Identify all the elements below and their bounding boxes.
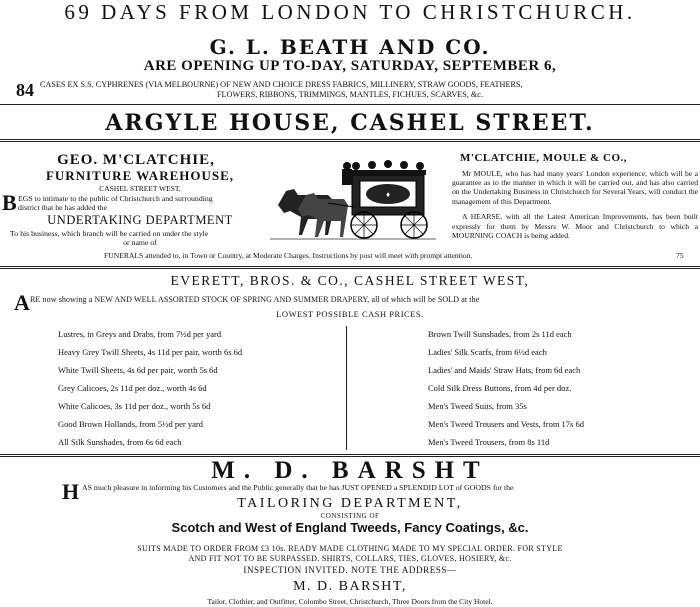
divider	[0, 139, 700, 142]
mclatchie-carried-line2: or name of	[123, 238, 157, 247]
mclatchie-carried-line1: To his business, which branch will be carried on under the style	[10, 229, 209, 238]
mclatchie-intro-line1: EGS to intimate to the public of Christchurch and surrounding	[18, 194, 213, 203]
list-item: Good Brown Hollands, from 5½d per yard	[58, 419, 203, 429]
list-item: Ladies' Silk Scarfs, from 6½d each	[428, 347, 547, 357]
beath-case-count: 84	[16, 80, 34, 100]
undertaking-department: UNDERTAKING DEPARTMENT	[47, 213, 233, 227]
mclatchie-moule-firm: M'CLATCHIE, MOULE & CO.,	[460, 152, 628, 164]
list-item: Men's Tweed Trousers and Vests, from 17s 6d	[428, 419, 584, 429]
barsht-name: M. D. BARSHT	[211, 457, 489, 484]
barsht-inspection: INSPECTION INVITED. NOTE THE ADDRESS—	[243, 565, 457, 575]
barsht-suits-line2: AND FIT NOT TO BE SURPASSED. SHIRTS, COLLARS, TIES, GLOVES, HOSIERY, &c.	[188, 554, 512, 563]
argyle-house-title: ARGYLE HOUSE, CASHEL STREET.	[105, 110, 595, 136]
list-item: Cold Silk Dress Buttons, from 4d per doz.	[428, 383, 572, 393]
hearse-description: A HEARSE, with all the Latest American Improvements, has been built expressly for them by Messrs W. Moor and Christchurch to which a MOURNING COACH is being added.	[452, 212, 698, 240]
list-item: Men's Tweed Suits, from 35s	[428, 401, 527, 411]
barsht-consisting: CONSISTING OF	[320, 512, 380, 520]
mclatchie-dropcap: B	[2, 190, 17, 215]
list-item: Lustres, in Greys and Drabs, from 7½d per yard	[58, 329, 222, 339]
beath-name: G. L. BEATH AND CO.	[209, 35, 491, 59]
mclatchie-address: CASHEL STREET WEST,	[99, 184, 181, 193]
list-item: White Twill Sheets, 4s 6d per pair, worth 5s 6d	[58, 365, 218, 375]
everett-intro: RE now showing a NEW AND WELL ASSORTED STOCK OF SPRING AND SUMMER DRAPERY, all of which will be SOLD at the	[30, 295, 480, 304]
barsht-suits-line1: SUITS MADE TO ORDER FROM £3 10s. READY MADE CLOTHING MADE TO MY SPECIAL ORDER. FOR STYLE	[137, 544, 563, 553]
list-item: White Calicoes, 3s 11d per doz., worth 5s 6d	[58, 401, 211, 411]
ad-number: 75	[676, 251, 684, 260]
column-divider	[346, 326, 347, 450]
list-item: All Silk Sunshades, from 6s 6d each	[58, 437, 182, 447]
barsht-intro: AS much pleasure in informing his Customers and the Public generally that he has JUST OPENED a SPLENDID LOT of GOODS for the	[82, 483, 514, 492]
divider	[0, 266, 700, 269]
mclatchie-name: GEO. M'CLATCHIE,	[57, 152, 215, 168]
svg-text:♦: ♦	[385, 190, 391, 199]
list-item: Ladies' and Maids' Straw Hats, from 6d each	[428, 365, 581, 375]
everett-dropcap: A	[14, 290, 30, 315]
list-item: Brown Twill Sunshades, from 2s 11d each	[428, 329, 572, 339]
mclatchie-business: FURNITURE WAREHOUSE,	[45, 168, 235, 183]
barsht-goods: Scotch and West of England Tweeds, Fancy Coatings, &c.	[171, 520, 529, 535]
list-item: Men's Tweed Trousers, from 8s 11d	[428, 437, 550, 447]
page-title: 69 DAYS FROM LONDON TO CHRISTCHURCH.	[64, 0, 636, 24]
beath-goods-line1: CASES EX S.S. CYPHRENES (VIA MELBOURNE) OF NEW AND CHOICE DRESS FABRICS, MILLINERY, STRAW GOODS, FEATHERS,	[40, 80, 523, 89]
mclatchie-intro-line2: district that he has added the	[18, 203, 107, 212]
divider	[0, 104, 700, 105]
everett-name: EVERETT, BROS. & CO., CASHEL STREET WEST,	[170, 273, 530, 288]
list-item: Heavy Grey Twill Sheets, 4s 11d per pair, worth 6s 6d	[58, 347, 243, 357]
barsht-name-address: M. D. BARSHT,	[293, 579, 407, 594]
everett-prices: LOWEST POSSIBLE CASH PRICES.	[276, 309, 424, 319]
barsht-dropcap: H	[62, 479, 80, 504]
moule-description: Mr MOULE, who has had many years' London experience, which will be a guarantee as to the manner in which it will be carried out, and has also carried on the Undertaking Business in Christchurch for Several Years, will conduct the management of this Department.	[452, 169, 698, 206]
barsht-footer: Tailor, Clothier, and Outfitter, Colombo Street, Christchurch, Three Doors from the City Hotel.	[207, 597, 493, 606]
tailoring-department: TAILORING DEPARTMENT,	[237, 496, 463, 511]
hearse-illustration	[268, 157, 438, 243]
funerals-notice: FUNERALS attended to, in Town or Country, at Moderate Charges. Instructions by post will meet with prompt attention.	[104, 251, 473, 260]
list-item: Grey Calicoes, 2s 11d per doz., worth 4s 6d	[58, 383, 207, 393]
beath-goods-line2: FLOWERS, RIBBONS, TRIMMINGS, MANTLES, FICHUES, SCARVES, &c.	[216, 90, 483, 99]
beath-opening: ARE OPENING UP TO-DAY, SATURDAY, SEPTEMBER 6,	[143, 58, 557, 74]
